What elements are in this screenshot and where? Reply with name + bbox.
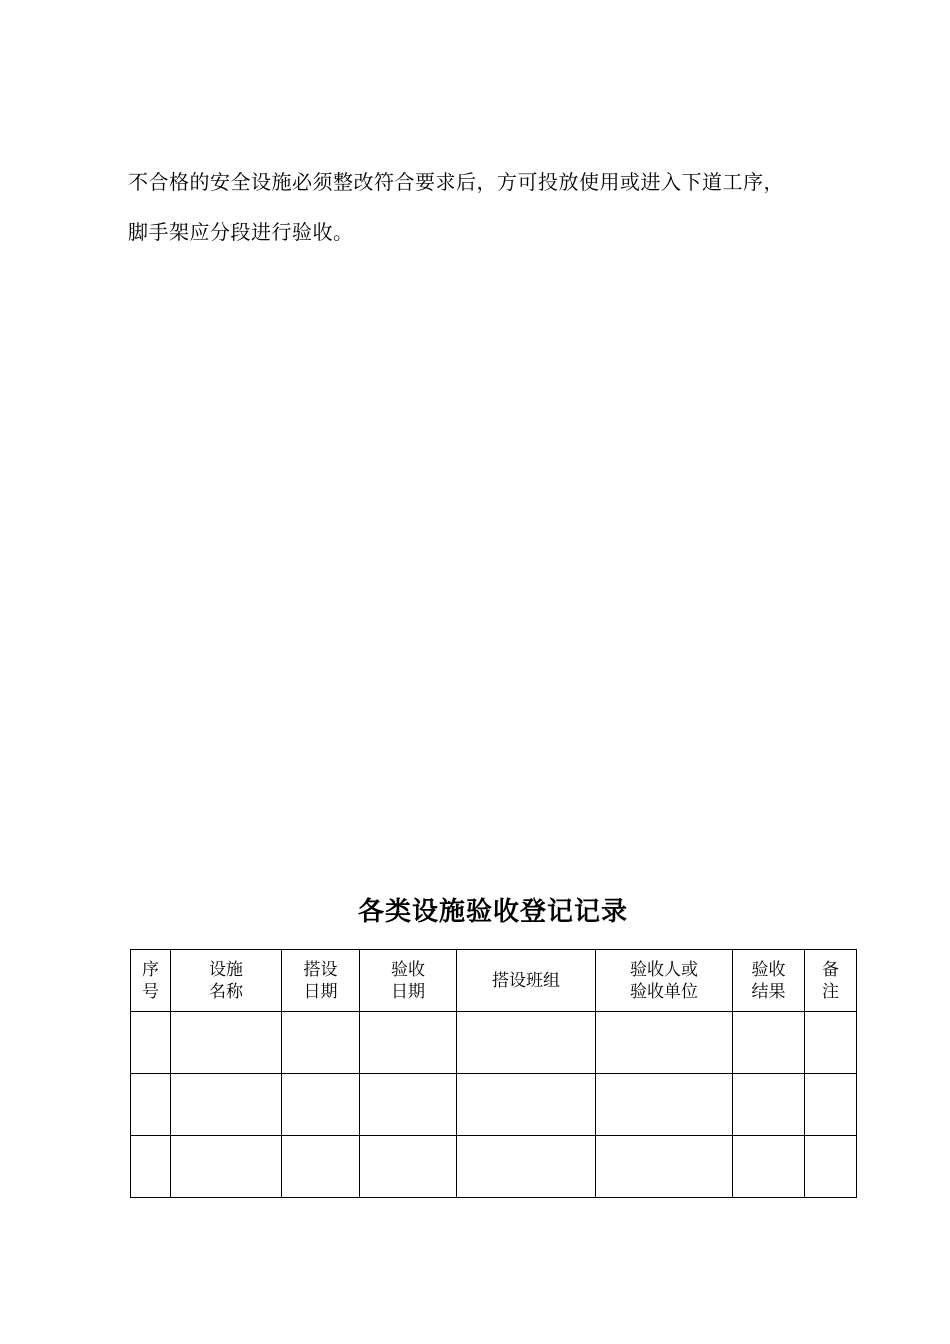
table-cell[interactable]	[733, 1012, 805, 1074]
record-table	[130, 949, 857, 1198]
header-text: 结果	[751, 981, 786, 1002]
table-row	[131, 1074, 857, 1136]
header-text: 序	[142, 959, 159, 980]
header-text: 验收	[751, 959, 786, 980]
table-cell[interactable]	[171, 1074, 282, 1136]
header-erection-date	[282, 950, 360, 1012]
table-cell[interactable]	[131, 1012, 171, 1074]
table-cell[interactable]	[805, 1074, 857, 1136]
table-cell[interactable]	[457, 1012, 596, 1074]
table-cell[interactable]	[596, 1012, 733, 1074]
header-text: 搭设	[303, 959, 338, 980]
table-cell[interactable]	[805, 1012, 857, 1074]
header-text: 验收人或	[630, 959, 698, 980]
header-text: 搭设班组	[492, 970, 560, 991]
header-row	[131, 950, 857, 1012]
table-cell[interactable]	[457, 1074, 596, 1136]
header-text: 日期	[303, 981, 338, 1002]
header-erection-team	[457, 950, 596, 1012]
header-facility-name	[171, 950, 282, 1012]
header-text: 验收	[391, 959, 425, 980]
header-text: 名称	[209, 981, 243, 1002]
paragraph-line-1: 不合格的安全设施必须整改符合要求后，方可投放使用或进入下道工序，	[128, 170, 784, 194]
table-row	[131, 1012, 857, 1074]
table-cell[interactable]	[733, 1136, 805, 1198]
header-text: 注	[822, 981, 839, 1002]
header-text: 验收单位	[630, 981, 698, 1002]
table-cell[interactable]	[131, 1074, 171, 1136]
header-acceptor	[596, 950, 733, 1012]
table-cell[interactable]	[282, 1074, 360, 1136]
header-text: 备	[822, 959, 839, 980]
table-cell[interactable]	[171, 1012, 282, 1074]
paragraph-line-2: 脚手架应分段进行验收。	[128, 220, 354, 244]
table-cell[interactable]	[282, 1012, 360, 1074]
table-cell[interactable]	[596, 1074, 733, 1136]
table-cell[interactable]	[171, 1136, 282, 1198]
table-cell[interactable]	[282, 1136, 360, 1198]
header-serial-no	[131, 950, 171, 1012]
header-text: 号	[142, 981, 159, 1002]
table-cell[interactable]	[733, 1074, 805, 1136]
header-acceptance-result	[733, 950, 805, 1012]
table-cell[interactable]	[360, 1136, 457, 1198]
table-cell[interactable]	[360, 1074, 457, 1136]
table-cell[interactable]	[805, 1136, 857, 1198]
header-remarks	[805, 950, 857, 1012]
header-text: 设施	[209, 959, 243, 980]
table-cell[interactable]	[596, 1136, 733, 1198]
table-cell[interactable]	[131, 1136, 171, 1198]
table-cell[interactable]	[360, 1012, 457, 1074]
table-cell[interactable]	[457, 1136, 596, 1198]
table-title: 各类设施验收登记记录	[357, 897, 628, 927]
header-acceptance-date	[360, 950, 457, 1012]
header-text: 日期	[391, 981, 425, 1002]
table-row	[131, 1136, 857, 1198]
